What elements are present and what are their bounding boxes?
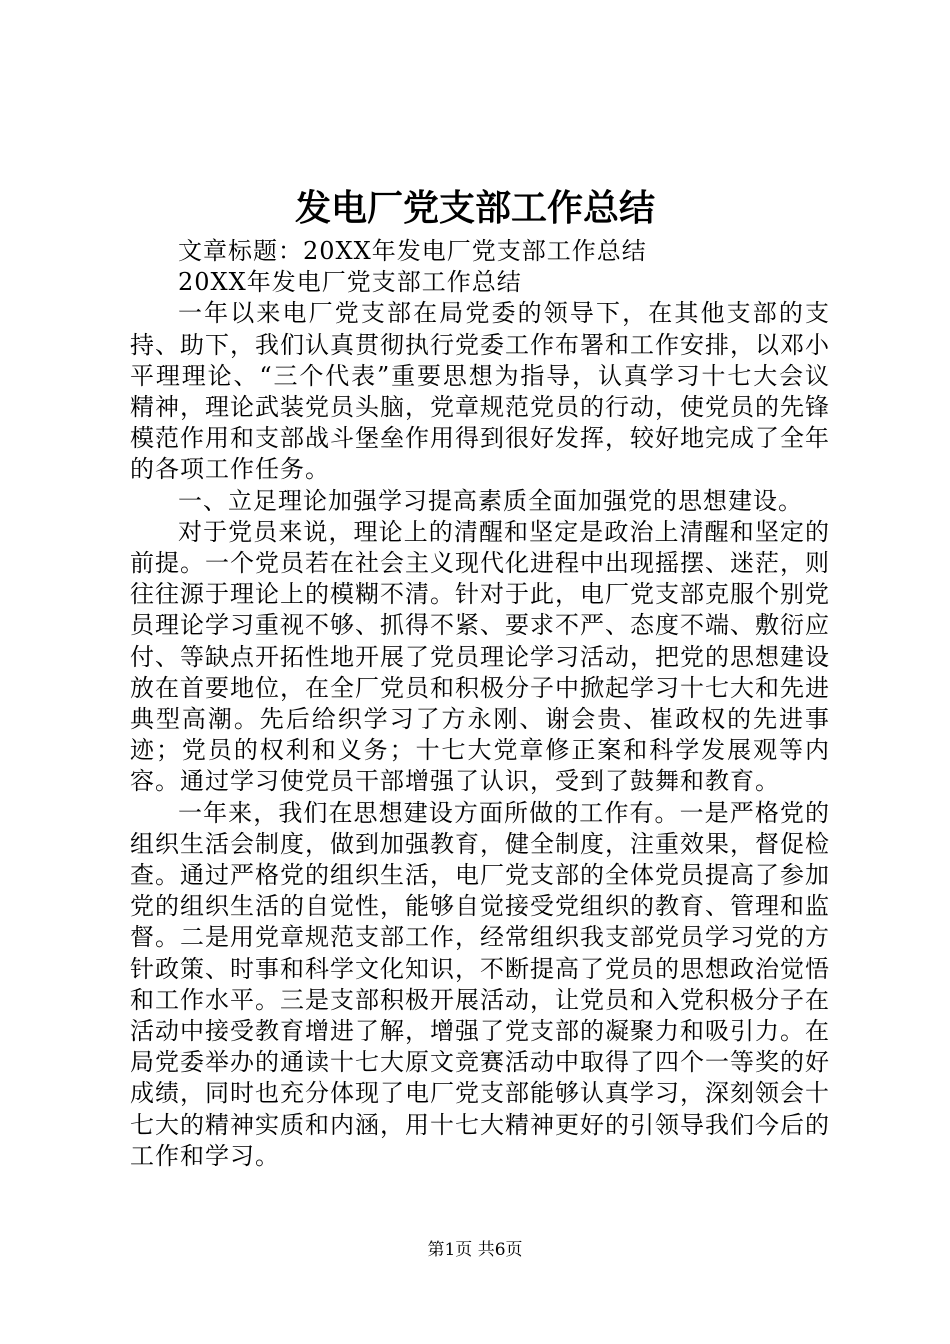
paragraph-intro: 一年以来电厂党支部在局党委的领导下，在其他支部的支持、助下，我们认真贯彻执行党委工作布署和工作安排，以邓小平理理论、“三个代表”重要思想为指导，认真学习十七大会议精神，理论武装党员头脑，党章规范党员的行动，使党员的先锋模范作用和支部战斗堡垒作用得到很好发挥，较好地完成了全年的各项工作任务。 bbox=[130, 299, 830, 484]
article-title-line: 文章标题：20XX年发电厂党支部工作总结 bbox=[178, 237, 647, 265]
document-body bbox=[130, 236, 830, 1172]
section-heading-1: 一、立足理论加强学习提高素质全面加强党的思想建设。 bbox=[178, 486, 803, 515]
page-number: 第1页 共6页 bbox=[427, 1240, 523, 1260]
paragraph-work: 一年来，我们在思想建设方面所做的工作有。一是严格党的组织生活会制度，做到加强教育，健全制度，注重效果，督促检查。通过严格党的组织生活，电厂党支部的全体党员提高了参加党的组织生活的自觉性，能够自觉接受党组织的教育、管理和监督。二是用党章规范支部工作，经常组织我支部党员学习党的方针政策、时事和科学文化知识，不断提高了党员的思想政治觉悟和工作水平。三是支部积极开展活动，让党员和入党积极分子在活动中接受教育增进了解，增强了党支部的凝聚力和吸引力。在局党委举办的通读十七大原文竞赛活动中取得了四个一等奖的好成绩，同时也充分体现了电厂党支部能够认真学习，深刻领会十七大的精神实质和内涵，用十七大精神更好的引领导我们今后的工作和学习。 bbox=[130, 798, 830, 1170]
subtitle-line: 20XX年发电厂党支部工作总结 bbox=[178, 268, 522, 297]
document-title: 发电厂党支部工作总结 bbox=[294, 188, 655, 229]
paragraph-theory: 对于党员来说，理论上的清醒和坚定是政治上清醒和坚定的前提。一个党员若在社会主义现代化进程中出现摇摆、迷茫，则往往源于理论上的模糊不清。针对于此，电厂党支部克服个别党员理论学习重视不够、抓得不紧、要求不严、态度不端、敷衍应付、等缺点开拓性地开展了党员理论学习活动，把党的思想建设放在首要地位，在全厂党员和积极分子中掀起学习十七大和先进典型高潮。先后给织学习了方永刚、谢会贵、崔政权的先进事迹；党员的权利和义务；十七大党章修正案和科学发展观等内容。通过学习使党员干部增强了认识，受到了鼓舞和教育。 bbox=[130, 517, 830, 796]
